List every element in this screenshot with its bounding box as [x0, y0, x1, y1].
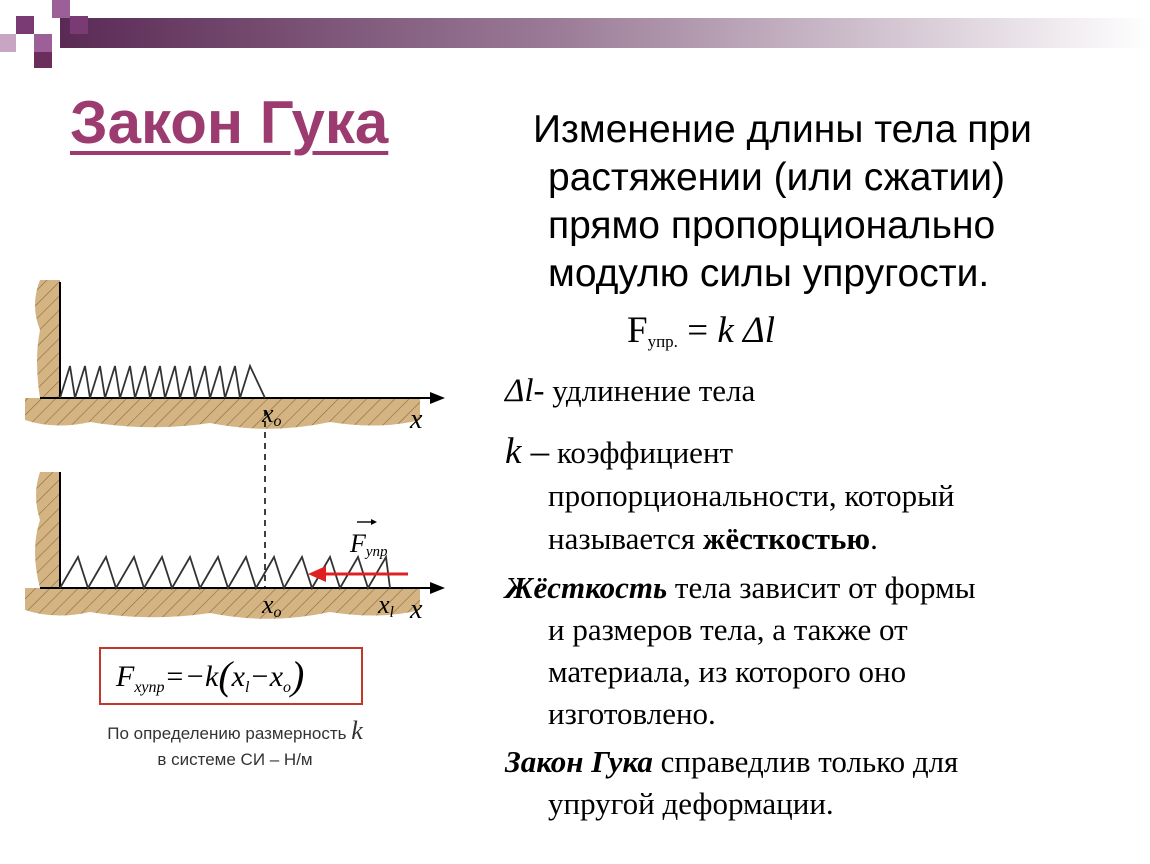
- formula-f: F: [627, 310, 648, 351]
- stiffness-text-2: и размеров тела, а также от: [548, 612, 908, 647]
- formula-eq: =: [677, 310, 718, 351]
- hooke-formula: [627, 309, 775, 352]
- definition-stiffness: [505, 567, 1135, 735]
- fb-x1-sub: l: [245, 679, 250, 696]
- fb-x0: x: [269, 660, 284, 693]
- formula-sub: упр.: [647, 332, 678, 351]
- definition-elongation: [505, 373, 755, 410]
- page-title: Закон Гука: [70, 89, 389, 156]
- top-ground: [25, 398, 420, 429]
- law-bold: Закон Гука: [505, 744, 653, 779]
- formula-dl: Δl: [743, 310, 775, 351]
- definition-k-bold: жёсткостью: [702, 521, 871, 556]
- bottom-x1-letter: x: [378, 590, 390, 619]
- top-spring: [60, 366, 265, 398]
- force-label: [349, 529, 388, 560]
- top-panel: [25, 280, 445, 435]
- top-axis-arrow: [430, 392, 445, 404]
- top-decor-bar: [0, 0, 1150, 70]
- statement-line-3: прямо пропорционально: [548, 204, 996, 247]
- definition-law-validity: [505, 741, 1135, 825]
- fb-lparen: (: [218, 653, 232, 698]
- law-text-2: упругой деформации.: [548, 786, 834, 821]
- statement-line-4: модулю силы упругости.: [548, 252, 990, 295]
- fb-x1: x: [231, 660, 245, 693]
- bottom-x0-letter: x: [262, 590, 274, 619]
- bottom-x1-sub: l: [389, 604, 394, 621]
- units-note-line-2: в системе СИ – Н/м: [157, 750, 313, 769]
- force-vector-head: [371, 519, 377, 525]
- fb-minus: −: [249, 660, 270, 693]
- stiffness-text-1: тела зависит от формы: [667, 570, 976, 605]
- bottom-ground: [25, 588, 420, 619]
- fb-eq: =−k: [164, 660, 219, 693]
- bottom-axis-arrow: [430, 582, 445, 594]
- fb-f: F: [116, 660, 135, 693]
- definition-k-line-3: [505, 517, 1125, 560]
- top-x0-sub: o: [273, 413, 282, 430]
- symbol-k: k –: [505, 431, 550, 472]
- fb-f-sub: xупр: [134, 679, 165, 696]
- definition-k-dot: .: [870, 521, 878, 556]
- law-text-1: справедлив только для: [652, 744, 959, 779]
- stiffness-bold: Жёсткость: [505, 570, 668, 605]
- bottom-wall: [35, 472, 60, 588]
- bottom-x0-sub: o: [273, 604, 282, 621]
- definition-k-text-1: коэффициент: [549, 435, 734, 470]
- bottom-panel: [25, 472, 445, 625]
- formula-k: k: [717, 310, 734, 351]
- stiffness-text-3: материала, из которого оно: [548, 654, 907, 689]
- statement-line-1: Изменение длины тела при: [533, 108, 1032, 151]
- definition-k-text-3: называется: [548, 521, 703, 556]
- fb-x0-sub: o: [283, 679, 292, 696]
- symbol-dl: Δl-: [505, 373, 545, 409]
- top-wall: [35, 280, 60, 398]
- fb-rparen: ): [291, 653, 305, 698]
- force-sub: упр: [365, 544, 388, 560]
- units-note-k: k: [351, 716, 363, 745]
- top-axis-label: x: [410, 404, 423, 435]
- definition-k-text-2: пропорциональности, который: [548, 478, 955, 513]
- force-letter: F: [350, 529, 366, 558]
- units-note-line-1: По определению размерность: [107, 724, 347, 743]
- spring-diagram: [0, 270, 500, 790]
- units-note: [60, 718, 410, 773]
- top-x0-letter: x: [262, 399, 274, 428]
- bottom-axis-label: x: [410, 594, 423, 625]
- hooke-statement: [533, 106, 1133, 298]
- stiffness-text-4: изготовлено.: [548, 696, 716, 731]
- statement-line-2: растяжении (или сжатии): [548, 156, 1006, 199]
- definition-k: [505, 430, 1125, 560]
- definition-elongation-text: удлинение тела: [544, 373, 756, 408]
